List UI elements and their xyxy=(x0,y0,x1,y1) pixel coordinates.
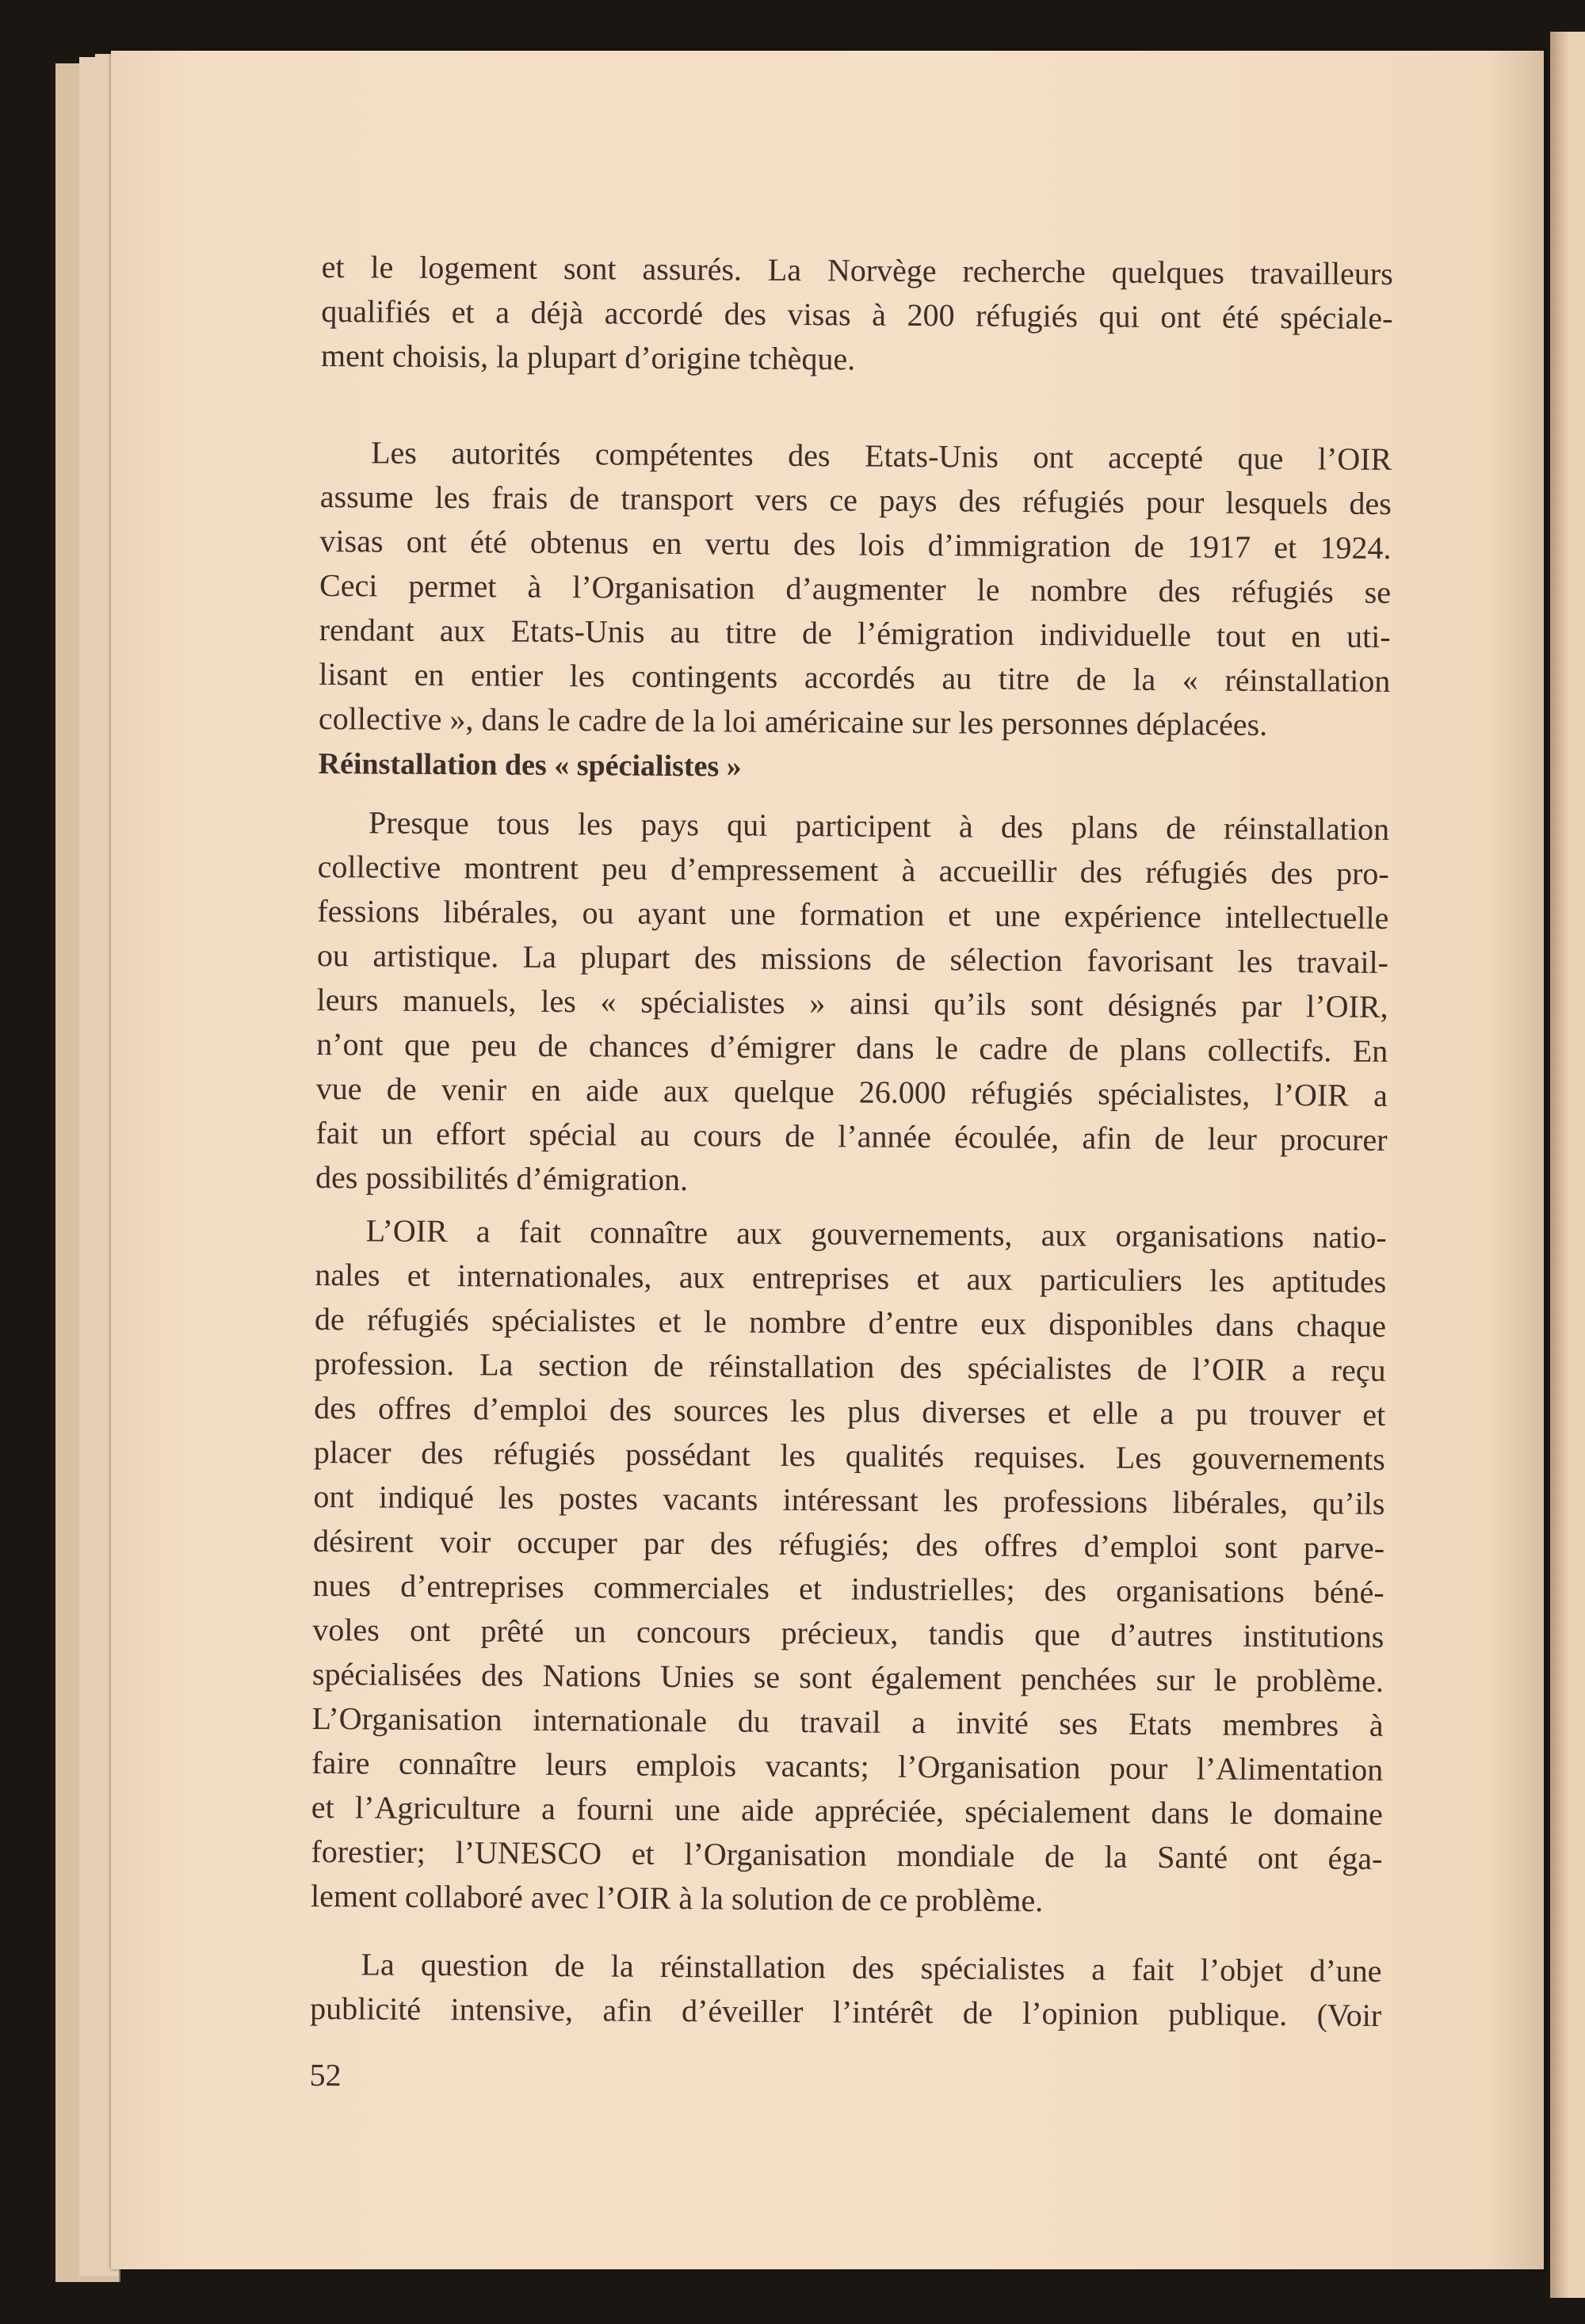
text-line: assume les frais de transport vers ce pays des réfugiés pour lesquels des xyxy=(319,478,1392,521)
text-line: L’Organisation internationale du travail a invité ses Etats membres à xyxy=(311,1700,1384,1743)
text-line: faire connaître leurs emplois vacants; l’Organisation pour l’Alimentation xyxy=(311,1744,1384,1788)
text-line: désirent voir occuper par des réfugiés; des offres d’emploi sont parve- xyxy=(312,1522,1385,1566)
paragraph xyxy=(311,1208,1387,1925)
page-text xyxy=(309,0,1395,2093)
page-number: 52 xyxy=(309,2056,342,2093)
text-line: de réfugiés spécialistes et le nombre d’entre eux disponibles dans chaque xyxy=(314,1300,1387,1344)
text-line: leurs manuels, les « spécialistes » ainsi qu’ils sont désignés par l’OIR, xyxy=(316,981,1388,1025)
text-line: vue de venir en aide aux quelque 26.000 réfugiés spécialistes, l’OIR a xyxy=(315,1070,1388,1113)
text-line: des offres d’emploi des sources les plus diverses et elle a pu trouver et xyxy=(314,1389,1386,1433)
text-line: voles ont prêté un concours précieux, tandis que d’autres institutions xyxy=(312,1611,1384,1654)
text-line: n’ont que peu de chances d’émigrer dans le cadre de plans collectifs. En xyxy=(316,1025,1388,1069)
text-line: ment choisis, la plupart d’origine tchèque. xyxy=(320,337,856,377)
text-line: nales et internationales, aux entreprises et aux particuliers les aptitudes xyxy=(315,1256,1387,1299)
text-line: rendant aux Etats-Unis au titre de l’émigration individuelle tout en uti- xyxy=(319,611,1391,654)
text-line: La question de la réinstallation des spécialistes a fait l’objet d’une xyxy=(361,1946,1382,1989)
paragraph xyxy=(310,1942,1382,2038)
paragraph xyxy=(315,800,1389,1207)
paragraph xyxy=(319,430,1392,748)
text-line: des possibilités d’émigration. xyxy=(315,1158,689,1198)
text-line: Ceci permet à l’Organisation d’augmenter le nombre des réfugiés se xyxy=(319,567,1392,610)
text-line: qualifiés et a déjà accordé des visas à 200 réfugiés qui ont été spéciale- xyxy=(321,292,1393,336)
paragraph xyxy=(321,245,1393,385)
text-line: nues d’entreprises commerciales et industrielles; des organisations béné- xyxy=(312,1567,1384,1610)
section-heading: Réinstallation des « spécialistes » xyxy=(318,746,742,784)
text-line: collective », dans le cadre de la loi américaine sur les personnes déplacées. xyxy=(318,700,1268,742)
text-line: collective montrent peu d’empressement à accueillir des réfugiés des pro- xyxy=(317,848,1389,891)
text-line: fait un effort spécial au cours de l’année écoulée, afin de leur procurer xyxy=(315,1114,1388,1158)
text-line: Presque tous les pays qui participent à des plans de réinstallation xyxy=(368,804,1390,847)
text-line: Les autorités compétentes des Etats-Unis ont accepté que l’OIR xyxy=(371,434,1392,477)
text-line: visas ont été obtenus en vertu des lois d’immigration de 1917 et 1924. xyxy=(319,522,1392,566)
text-line: L’OIR a fait connaître aux gouvernements, aux organisations natio- xyxy=(365,1212,1387,1255)
text-line: ou artistique. La plupart des missions de sélection favorisant les travail- xyxy=(316,937,1389,980)
text-line: lisant en entier les contingents accordés au titre de la « réinstallation xyxy=(319,655,1391,699)
text-line: fessions libérales, ou ayant une formation et une expérience intellectuelle xyxy=(317,892,1389,936)
text-line: forestier; l’UNESCO et l’Organisation mondiale de la Santé ont éga- xyxy=(311,1833,1383,1876)
text-line: et l’Agriculture a fourni une aide appréciée, spécialement dans le domaine xyxy=(311,1788,1383,1832)
text-line: publicité intensive, afin d’éveiller l’intérêt de l’opinion publique. (Voir xyxy=(310,1990,1382,2033)
text-line: spécialisées des Nations Unies se sont également penchées sur le problème. xyxy=(311,1655,1384,1699)
text-line: ont indiqué les postes vacants intéressant les professions libérales, qu’ils xyxy=(313,1478,1385,1521)
text-line: profession. La section de réinstallation des spécialistes de l’OIR a reçu xyxy=(314,1345,1386,1388)
text-line: et le logement sont assurés. La Norvège recherche quelques travailleurs xyxy=(321,248,1393,292)
facing-page-edge xyxy=(1550,32,1585,2298)
text-line: lement collaboré avec l’OIR à la solution de ce problème. xyxy=(310,1877,1044,1919)
text-line: placer des réfugiés possédant les qualités requises. Les gouvernements xyxy=(313,1433,1385,1477)
